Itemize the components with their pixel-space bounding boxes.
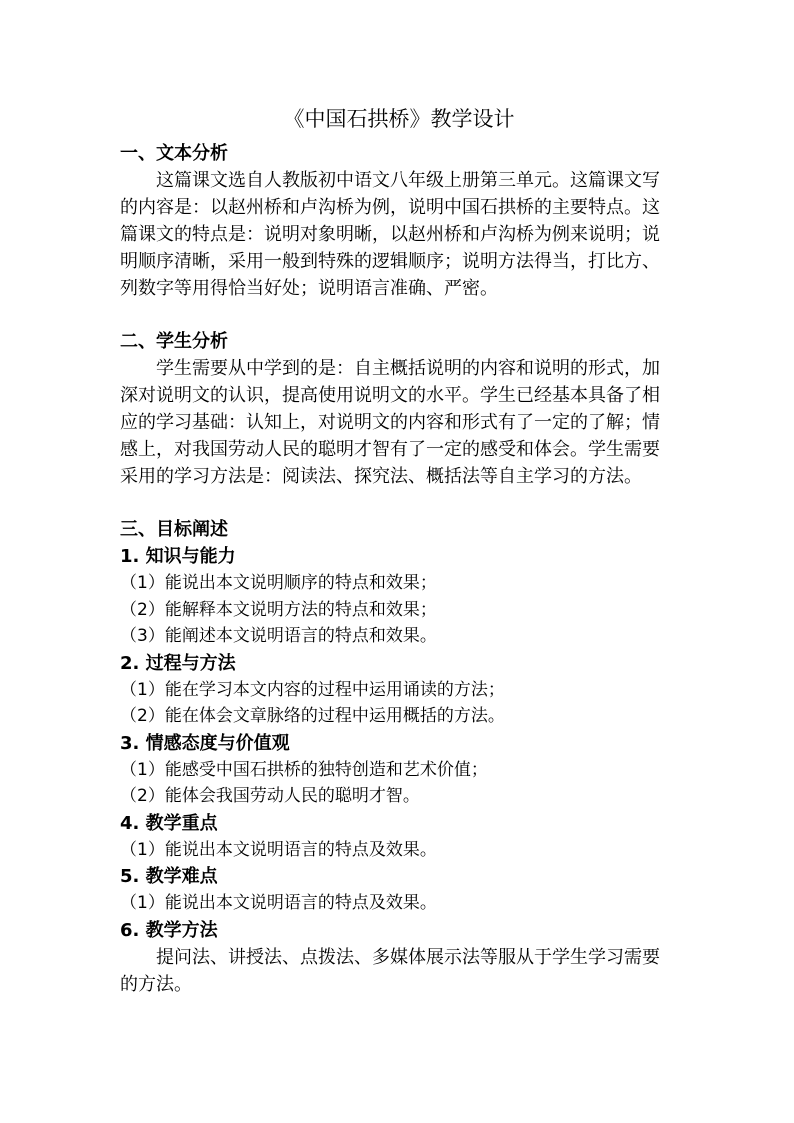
paragraph-line: 提问法、讲授法、点拨法、多媒体展示法等服从于学生学习需要 (156, 946, 660, 968)
list-item: （3）能阐述本文说明语言的特点和效果。 (120, 626, 437, 646)
paragraph-line: 篇课文的特点是：说明对象明晰，以赵州桥和卢沟桥为例来说明；说 (120, 224, 660, 245)
subheading-emotion-values: 3. 情感态度与价值观 (120, 732, 290, 754)
paragraph-line: 应的学习基础：认知上，对说明文的内容和形式有了一定的了解；情 (120, 412, 660, 433)
section-heading-student-analysis: 二、学生分析 (120, 331, 228, 352)
list-item: （2）能体会我国劳动人民的聪明才智。 (120, 786, 420, 806)
list-item: （2）能解释本文说明方法的特点和效果； (120, 599, 437, 620)
paragraph-line: 学生需要从中学到的是：自主概括说明的内容和说明的形式，加 (156, 358, 660, 379)
subheading-knowledge-ability: 1. 知识与能力 (120, 546, 236, 567)
list-item: （1）能在学习本文内容的过程中运用诵读的方法； (120, 679, 505, 700)
paragraph-line: 深对说明文的认识，提高使用说明文的水平。学生已经基本具备了相 (120, 385, 660, 406)
paragraph-line: 感上，对我国劳动人民的聪明才智有了一定的感受和体会。学生需要 (120, 439, 660, 460)
subheading-process-method: 2. 过程与方法 (120, 652, 236, 674)
list-item: （1）能说出本文说明语言的特点及效果。 (120, 893, 437, 913)
paragraph-line: 采用的学习方法是：阅读法、探究法、概括法等自主学习的方法。 (120, 466, 642, 487)
subheading-teaching-methods: 6. 教学方法 (120, 919, 218, 941)
list-item: （1）能说出本文说明顺序的特点和效果； (120, 573, 437, 593)
student-analysis-paragraph (120, 355, 678, 490)
section-heading-text-analysis: 一、文本分析 (120, 143, 228, 164)
paragraph-line: 明顺序清晰，采用一般到特殊的逻辑顺序；说明方法得当，打比方、 (120, 251, 660, 272)
list-item: （1）能感受中国石拱桥的独特创造和艺术价值； (120, 759, 488, 780)
document-title: 《中国石拱桥》教学设计 (283, 107, 515, 131)
paragraph-line: 的方法。 (120, 973, 192, 995)
subheading-key-points: 4. 教学重点 (120, 812, 218, 834)
section-heading-objectives: 三、目标阐述 (120, 519, 228, 540)
subheading-difficulties: 5. 教学难点 (120, 866, 218, 887)
paragraph-line: 的内容是：以赵州桥和卢沟桥为例，说明中国石拱桥的主要特点。这 (120, 197, 660, 218)
paragraph-line: 这篇课文选自人教版初中语文八年级上册第三单元。这篇课文写 (156, 170, 660, 191)
paragraph-line: 列数字等用得恰当好处；说明语言准确、严密。 (120, 278, 498, 299)
text-analysis-paragraph (120, 167, 678, 302)
list-item: （1）能说出本文说明语言的特点及效果。 (120, 839, 437, 860)
document-page (120, 104, 678, 998)
list-item: （2）能在体会文章脉络的过程中运用概括的方法。 (120, 706, 505, 726)
